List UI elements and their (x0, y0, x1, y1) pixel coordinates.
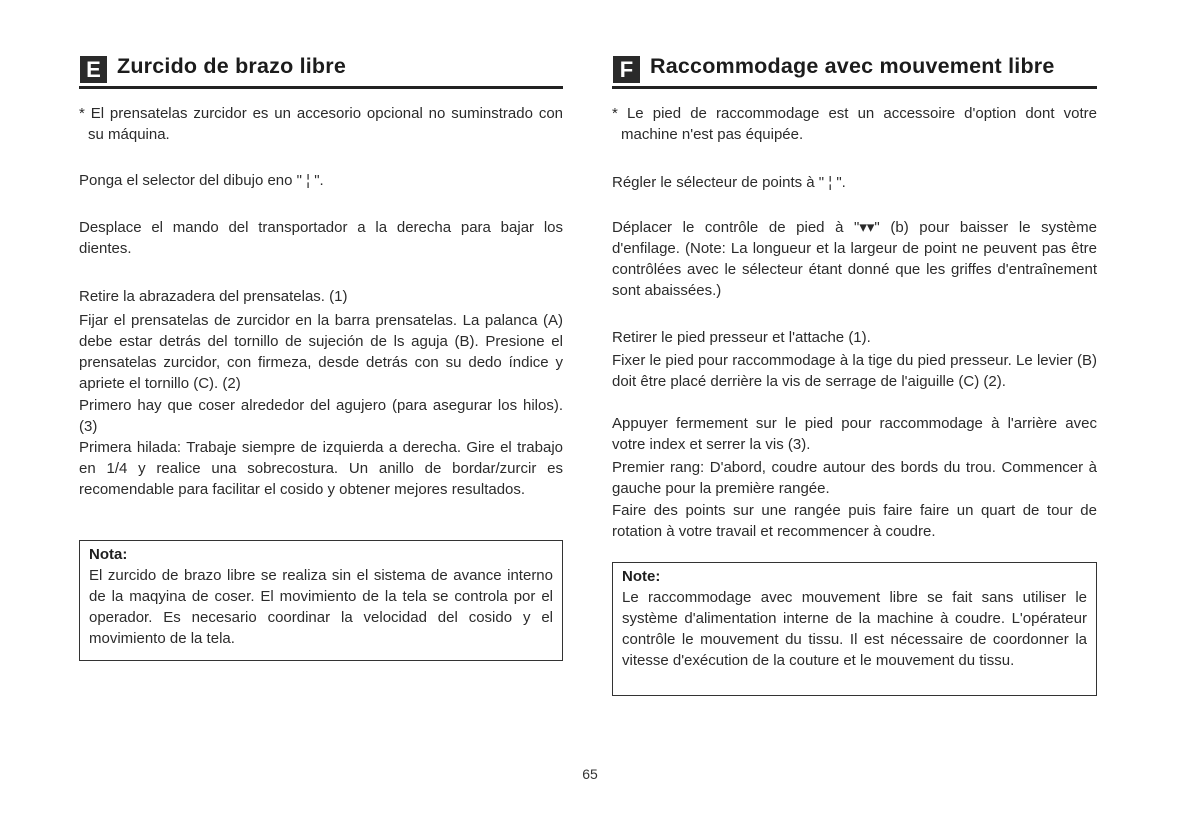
fr-first-row-step: Premier rang: D'abord, coudre autour des bords du trou. Commencer à gauche pour la première rangée. (612, 459, 1097, 497)
es-attach-step: Fijar el prensatelas de zurcidor en la barra prensatelas. La palanca (A) debe estar detrás del tornillo de sujeción de ls aguja (B). Presione el prensatelas zurcidor, con firmeza, desde detrás con su dedo índice y apriete el tornillo (C). (2) (79, 312, 563, 392)
es-note-body: El zurcido de brazo libre se realiza sin el sistema de avance interno de la maqyina de coser. El movimiento de la tela se controla por el operador. Es necesario coordinar la velocidad del cosido y el movimiento de la tela. (89, 567, 553, 647)
es-note-box (79, 540, 563, 661)
es-note-title: Nota: (89, 546, 128, 563)
fr-rotate-step: Faire des points sur une rangée puis faire faire un quart de tour de rotation à votre travail et recommencer à coudre. (612, 502, 1097, 540)
fr-note-box (612, 562, 1097, 696)
fr-press-step: Appuyer fermement sur le pied pour raccommodage à l'arrière avec votre index et serrer la vis (3). (612, 415, 1097, 453)
es-selector-instruction: Ponga el selector del dibujo eno " ¦ ". (79, 172, 324, 189)
es-feed-instruction: Desplace el mando del transportador a la derecha para bajar los dientes. (79, 219, 563, 257)
fr-note-body: Le raccommodage avec mouvement libre se fait sans utiliser le système d'alimentation interne de la machine à coudre. L'opérateur contrôle le mouvement du tissu. Il est nécessaire de coordonner la vitesse d'exécution de la couture et le mouvement du tissu. (622, 589, 1087, 669)
fr-feed-instruction: Déplacer le contrôle de pied à "▾▾" (b) pour baisser le système d'enfilage. (Note: La longueur et la largeur de point ne peuvent pas être contrôlées avec le sélecteur étant donné que les griffes d'entraînement sont abaissées.) (612, 219, 1097, 299)
language-badge-f: F (613, 56, 640, 83)
fr-attach-step: Fixer le pied pour raccommodage à la tige du pied presseur. Le levier (B) doit être placé derrière la vis de serrage de l'aiguille (C) (2). (612, 352, 1097, 390)
spanish-title: Zurcido de brazo libre (117, 54, 346, 78)
es-remove-step: Retire la abrazadera del prensatelas. (1) (79, 288, 348, 305)
es-sew-around-step: Primero hay que coser alrededor del agujero (para asegurar los hilos). (3) (79, 397, 563, 435)
es-accessory-note: * El prensatelas zurcidor es un accesorio opcional no suminstrado con su máquina. (79, 105, 563, 143)
page-number: 65 (582, 766, 598, 782)
es-first-row-step: Primera hilada: Trabaje siempre de izquierda a derecha. Gire el trabajo en 1/4 y realice una sobrecostura. Un anillo de bordar/zurcir es recomendable para facilitar el cosido y obtener mejores resultados. (79, 439, 563, 498)
language-badge-e: E (80, 56, 107, 83)
fr-remove-step: Retirer le pied presseur et l'attache (1). (612, 329, 871, 346)
fr-note-title: Note: (622, 568, 661, 585)
fr-selector-instruction: Régler le sélecteur de points à " ¦ ". (612, 174, 846, 191)
spanish-heading (79, 52, 563, 89)
french-heading (612, 52, 1097, 89)
fr-accessory-note: * Le pied de raccommodage est un accessoire d'option dont votre machine n'est pas équipée. (612, 105, 1097, 143)
french-title: Raccommodage avec mouvement libre (650, 54, 1055, 78)
